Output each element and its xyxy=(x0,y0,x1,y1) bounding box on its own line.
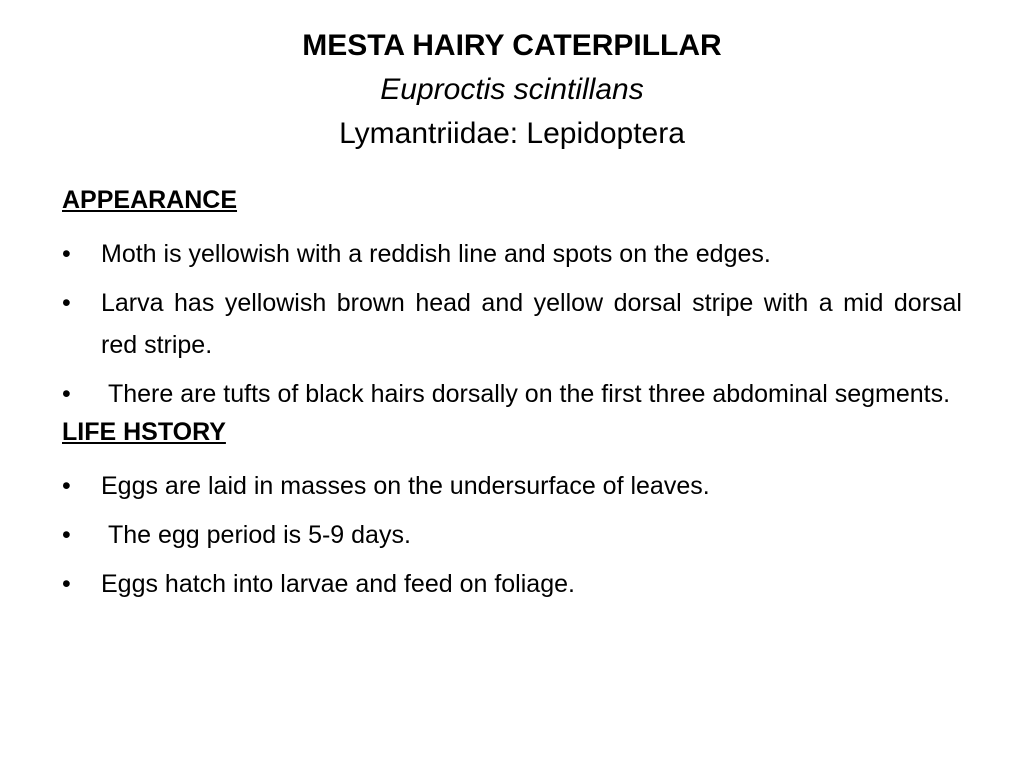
list-item xyxy=(62,233,962,275)
title-family: Lymantriidae: Lepidoptera xyxy=(339,117,685,150)
list-item xyxy=(62,465,962,507)
list-item xyxy=(62,282,962,366)
bullet-text: Eggs are laid in masses on the undersurface of leaves. xyxy=(101,472,710,500)
bullet-text: The egg period is 5-9 days. xyxy=(107,521,411,549)
slide-content xyxy=(62,184,962,612)
title-species: Euproctis scintillans xyxy=(380,73,644,106)
list-item xyxy=(62,514,962,556)
list-item xyxy=(62,563,962,605)
title-main: MESTA HAIRY CATERPILLAR xyxy=(302,29,722,62)
list-item xyxy=(62,373,962,415)
bullet-icon: • xyxy=(62,380,71,408)
slide-title xyxy=(0,24,1024,156)
bullet-icon: • xyxy=(62,240,71,268)
appearance-heading: APPEARANCE xyxy=(62,186,238,214)
bullet-text: There are tufts of black hairs dorsally on the first three abdominal segments. xyxy=(107,380,951,408)
bullet-icon: • xyxy=(62,570,71,598)
life-history-heading: LIFE HSTORY xyxy=(62,418,226,446)
life-history-list xyxy=(62,465,962,605)
appearance-list xyxy=(62,233,962,415)
bullet-icon: • xyxy=(62,521,71,549)
bullet-icon: • xyxy=(62,472,71,500)
bullet-text: Moth is yellowish with a reddish line and spots on the edges. xyxy=(101,240,771,268)
bullet-text: Eggs hatch into larvae and feed on foliage. xyxy=(101,570,575,598)
bullet-text: Larva has yellowish brown head and yellow dorsal stripe with a mid dorsal red stripe. xyxy=(101,289,962,359)
bullet-icon: • xyxy=(62,289,71,317)
